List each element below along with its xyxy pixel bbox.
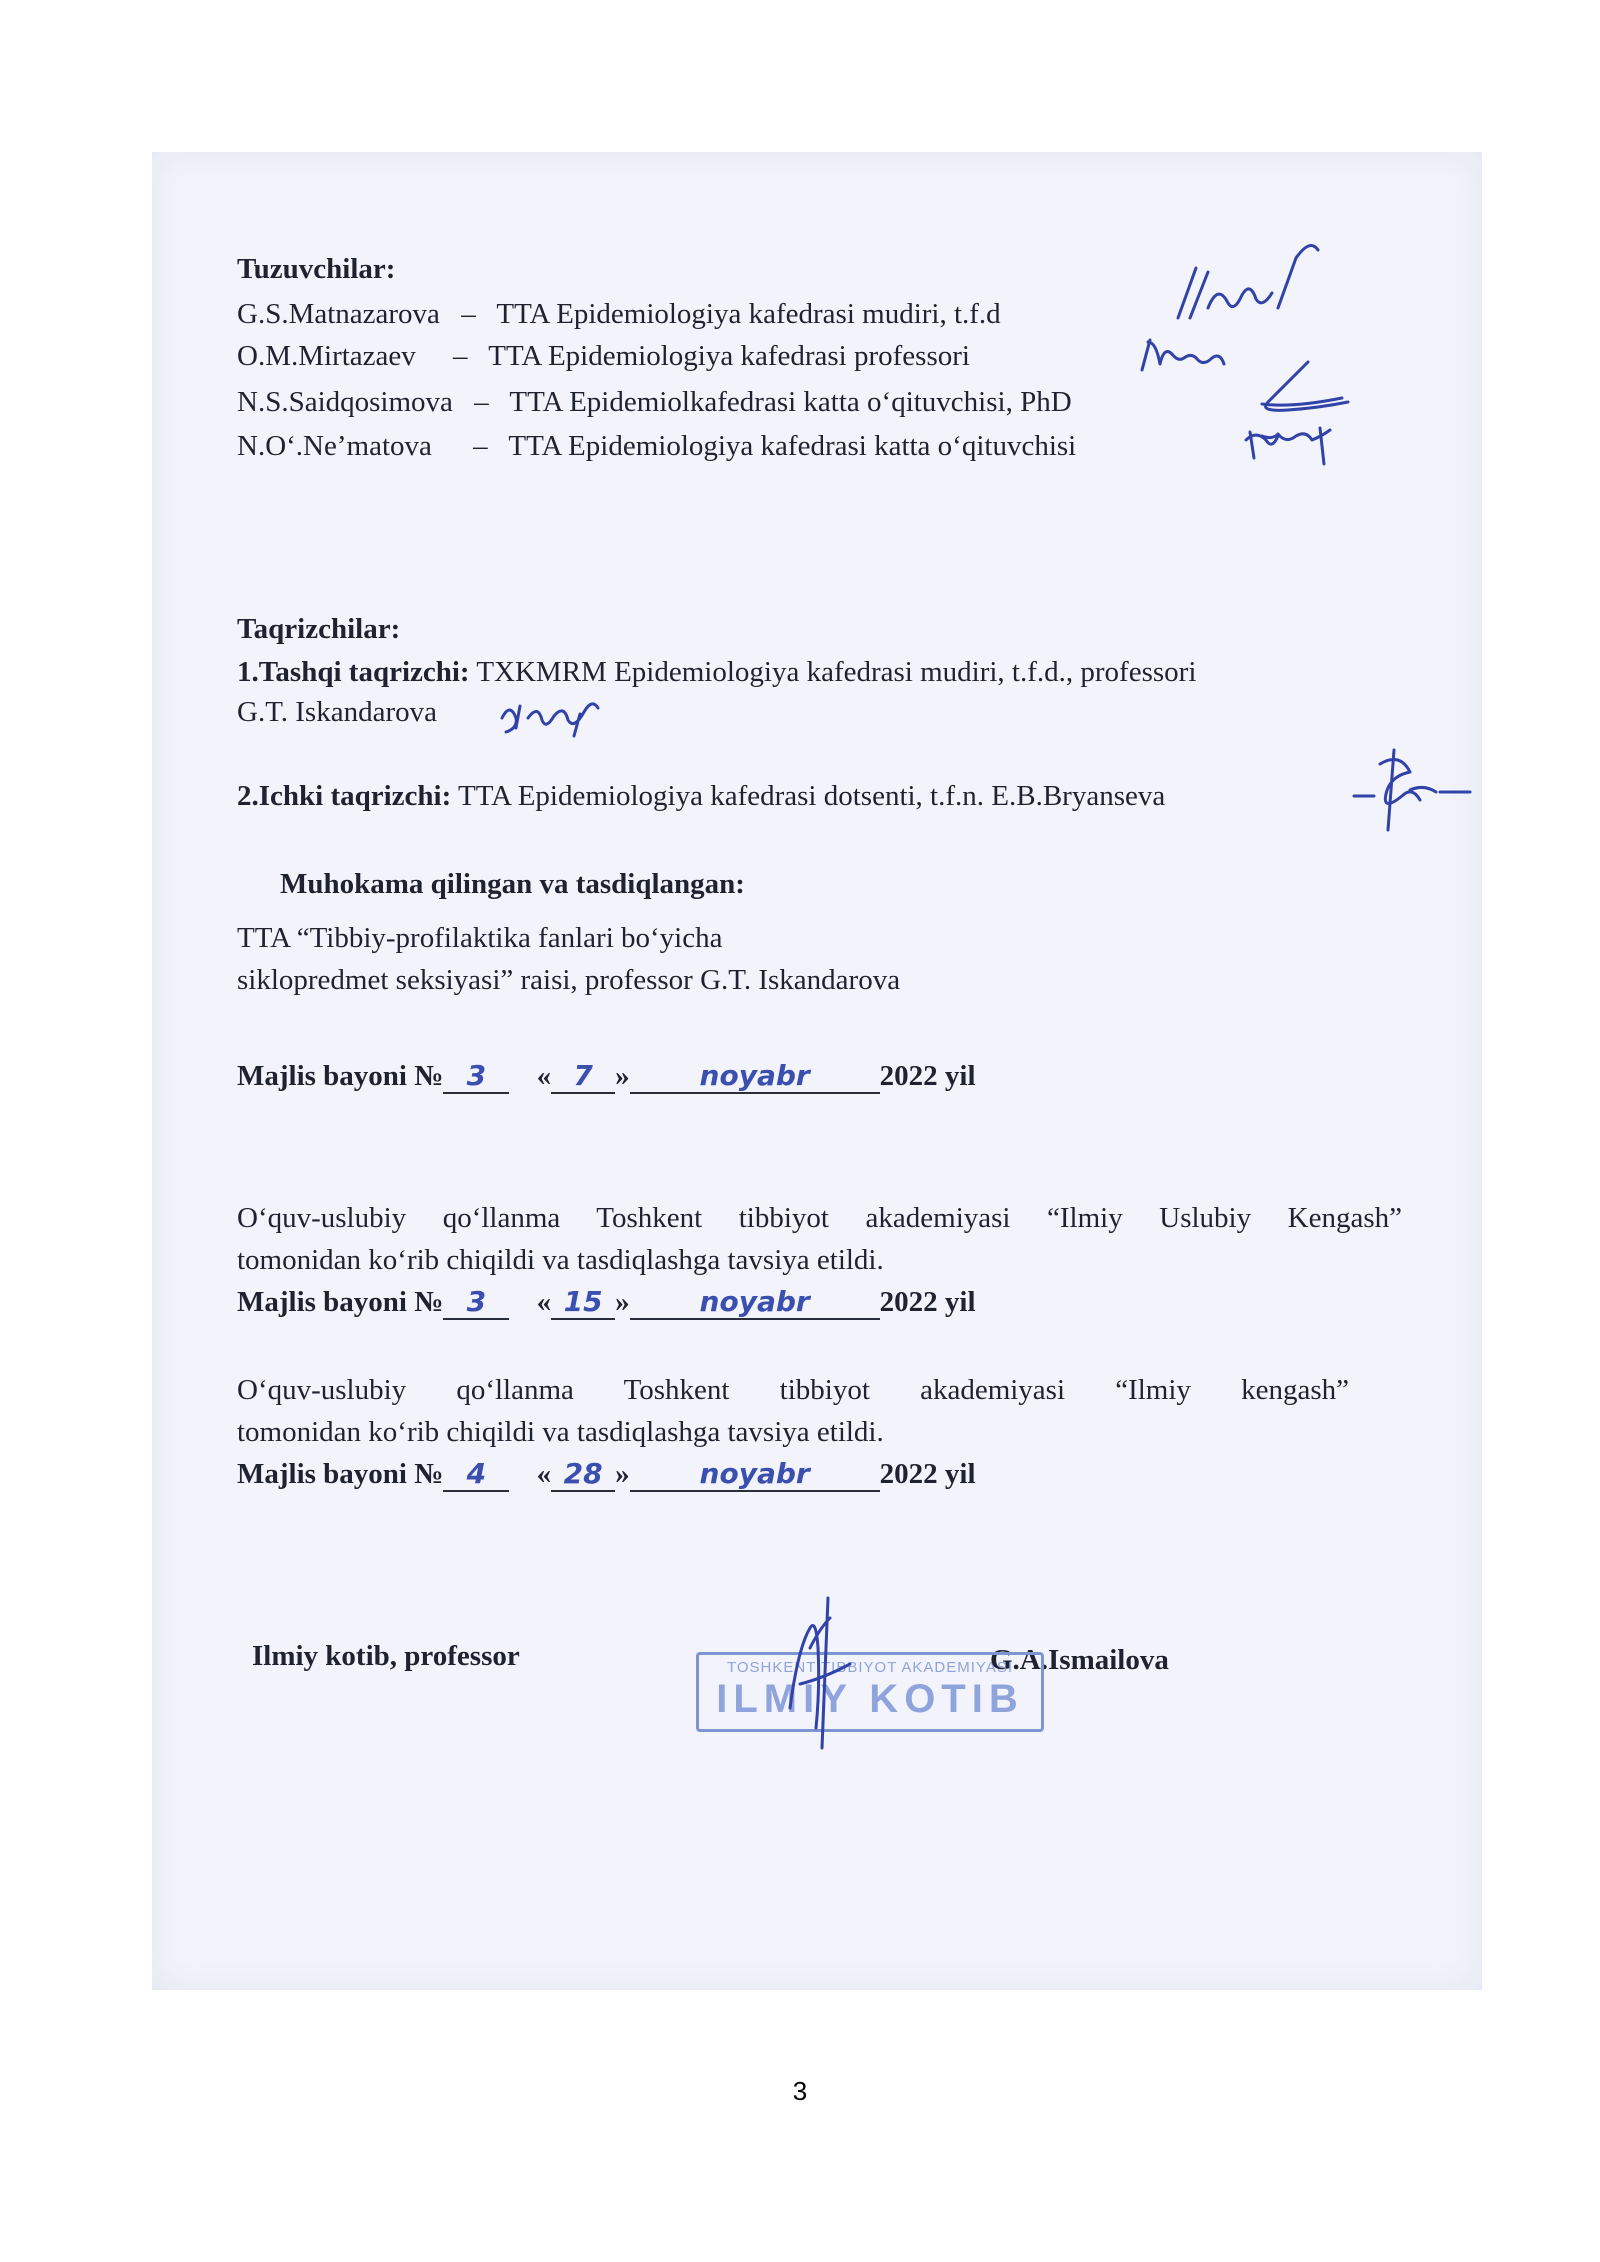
minutes-row: Majlis bayoni № 3 « 7 » noyabr 2022 yil [237, 1059, 976, 1092]
author-role: TTA Epidemiologiya kafedrasi katta o‘qituvchisi [508, 430, 1077, 462]
discussed-line: siklopredmet seksiyasi” raisi, professor G.T. Iskandarova [237, 964, 901, 996]
secretary-title: Ilmiy kotib, professor [252, 1640, 520, 1672]
author-name: O.M.Mirtazaev [237, 340, 416, 372]
discussed-line: TTA “Tibbiy-profilaktika fanlari bo‘yicha [237, 922, 723, 954]
approval-text: tomonidan ko‘rib chiqildi va tasdiqlashga tavsiya etildi. [237, 1244, 884, 1276]
signature-ismailova [770, 1588, 880, 1758]
signature-matnazarova [1168, 238, 1338, 338]
signature-iskandarova [494, 684, 618, 740]
minutes-day: 7 [573, 1059, 593, 1092]
reviewer-external-name: G.T. Iskandarova [237, 696, 437, 728]
minutes-month: noyabr [699, 1457, 810, 1490]
stamp-main-text: ILMIY KOTIB [716, 1677, 1024, 1721]
minutes-label: Majlis bayoni № [237, 1286, 444, 1318]
author-row [237, 338, 970, 374]
reviewer-text: TTA Epidemiologiya kafedrasi dotsenti, t.f.n. E.B.Bryanseva [458, 780, 1166, 812]
page-number: 3 [792, 2076, 808, 2106]
author-name: N.O‘.Ne’matova [237, 430, 432, 462]
minutes-label: Majlis bayoni № [237, 1458, 444, 1490]
reviewer-label: 2.Ichki taqrizchi: [237, 780, 452, 812]
minutes-year: 2022 yil [879, 1458, 976, 1490]
author-name: N.S.Saidqosimova [237, 386, 453, 418]
reviewer-label: 1.Tashqi taqrizchi: [237, 656, 470, 688]
secretary-name: G.A.Ismailova [990, 1644, 1169, 1676]
signature-nematova [1240, 418, 1350, 468]
approval-text: O‘quv-uslubiy qo‘llanma Toshkent tibbiyot akademiyasi “Ilmiy kengash” [237, 1374, 1349, 1406]
signature-bryanseva [1350, 740, 1480, 840]
author-row [237, 384, 1072, 420]
author-row [237, 428, 1076, 464]
author-name: G.S.Matnazarova [237, 298, 440, 330]
minutes-year: 2022 yil [879, 1060, 976, 1092]
minutes-number: 3 [466, 1285, 487, 1318]
minutes-day: 15 [563, 1285, 603, 1318]
approval-text: O‘quv-uslubiy qo‘llanma Toshkent tibbiyot akademiyasi “Ilmiy Uslubiy Kengash” [237, 1202, 1402, 1234]
signature-mirtazaev [1136, 332, 1246, 382]
author-dash: – [474, 386, 489, 418]
author-dash: – [461, 298, 476, 330]
minutes-label: Majlis bayoni № [237, 1060, 444, 1092]
author-dash: – [473, 430, 488, 462]
authors-heading: Tuzuvchilar: [237, 253, 396, 285]
minutes-month: noyabr [699, 1059, 810, 1092]
minutes-number: 3 [466, 1059, 487, 1092]
reviewer-text: TXKMRM Epidemiologiya kafedrasi mudiri, t.f.d., professori [476, 656, 1197, 688]
minutes-year: 2022 yil [879, 1286, 976, 1318]
author-dash: – [453, 340, 468, 372]
minutes-month: noyabr [699, 1285, 810, 1318]
minutes-day: 28 [563, 1457, 603, 1490]
reviewer-external [237, 654, 1196, 690]
minutes-row: Majlis bayoni № 3 « 15 » noyabr 2022 yil [237, 1285, 976, 1318]
author-row [237, 296, 1001, 332]
signature-saidqosimova [1248, 352, 1358, 422]
author-role: TTA Epidemiolkafedrasi katta o‘qituvchisi, PhD [509, 386, 1072, 418]
minutes-row: Majlis bayoni № 4 « 28 » noyabr 2022 yil [237, 1457, 976, 1490]
discussed-heading: Muhokama qilingan va tasdiqlangan: [280, 868, 745, 900]
minutes-number: 4 [466, 1457, 487, 1490]
approval-text: tomonidan ko‘rib chiqildi va tasdiqlashga tavsiya etildi. [237, 1416, 884, 1448]
author-role: TTA Epidemiologiya kafedrasi mudiri, t.f.d [496, 298, 1001, 330]
reviewers-heading: Taqrizchilar: [237, 613, 401, 645]
reviewer-internal [237, 778, 1165, 814]
stamp-top-text: TOSHKENT TIBBIYOT AKADEMIYASI [726, 1659, 1014, 1676]
author-role: TTA Epidemiologiya kafedrasi professori [488, 340, 970, 372]
